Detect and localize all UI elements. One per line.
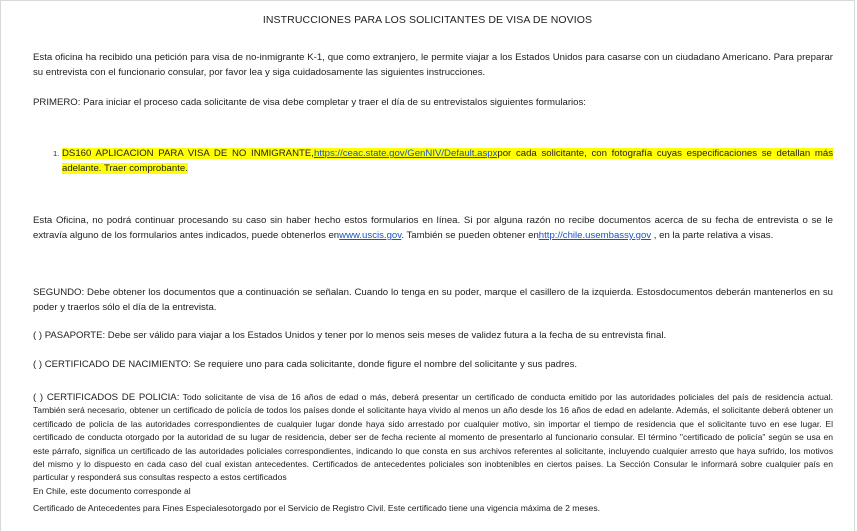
oficina-text-2: . También se pueden obtener en [401,230,539,241]
list-number: 1. [53,149,60,158]
page-title: INSTRUCCIONES PARA LOS SOLICITANTES DE VISA DE NOVIOS [262,14,593,26]
policia-chile-line-2: Certificado de Antecedentes para Fines Especialesotorgado por el Servicio de Registro Civil. Este certificado tiene una vigencia máxima de 2 meses. [33,503,601,514]
oficina-text-1: Esta Oficina, no podrá continuar procesando su caso sin haber hecho estos formularios en línea. Si por alguna razón no recibe documentos acerca de su fecha de entrevista o se le extravía alguno de los formularios antes indicados, puede obtenerlos en [33,215,833,241]
ds160-label: DS160 APLICACION PARA VISA DE NO INMIGRANTE, [62,148,314,159]
policia-body: Todo solicitante de visa de 16 años de edad o más, deberá presentar un certificado de conducta emitido por las autoridades policiales del país de residencia actual. También será necesario, obtener un certificado de policía de todos los países donde el solicitante haya vivido al menos un año desde los 16 años de edad en adelante. Además, el solicitante deberá obtener un certificado de policía de las autoridades correspondientes de cualquier lugar donde haya sido arrestado por cualquier motivo, sin importar el tiempo de residencia que el solicitante tuvo en ese lugar. El certificado de conducta otorgado por la autoridad de su lugar de residencia, deber ser de fecha reciente al momento de presentarlo al funcionario consular. El término "certificado de policía" según se usa en este párrafo, significa un certificado de las autoridades policiales correspondientes, indicando lo que consta en sus archivos referentes al solicitante, incluyendo cualquier arresto que haya sufrido, los motivos del mismo y lo dispuesto en cada caso del cual existan antecedentes. Certificados de antecedentes policiales son inobtenibles en ciertos países. La Sección Consular le informará sobre cualquier país en particular y responderá sus consultas respecto a estos certificados [33,392,833,483]
policia-item [33,391,833,516]
uscis-link[interactable]: www.uscis.gov [339,230,402,241]
primero-paragraph: PRIMERO: Para iniciar el proceso cada solicitante de visa debe completar y traer el día de su entrevistalos siguientes formularios: [33,97,586,108]
nacimiento-item: ( ) CERTIFICADO DE NACIMIENTO: Se requiere uno para cada solicitante, donde figure el nombre del solicitante y sus padres. [33,359,578,370]
oficina-text-3: , en la parte relativa a visas. [651,230,774,241]
ds160-rest: por cada solicitante, con fotografía cuyas especificaciones se detallan más adelante. Traer comprobante. [62,148,833,174]
pasaporte-item: ( ) PASAPORTE: Debe ser válido para viajar a los Estados Unidos y tener por lo menos seis meses de validez futura a la fecha de su entrevista final. [33,330,667,341]
policia-chile-line-1: En Chile, este documento corresponde al [33,485,191,496]
oficina-paragraph [33,213,833,243]
usembassy-link[interactable]: http://chile.usembassy.gov [538,230,652,241]
intro-paragraph: Esta oficina ha recibido una petición para visa de no-inmigrante K-1, que como extranjero, le permite viajar a los Estados Unidos para casarse con un ciudadano Americano. Para preparar su entrevista con el funcionario consular, por favor lea y siga cuidadosamente las siguientes instrucciones. [33,52,833,78]
policia-lead: ( ) CERTIFICADOS DE POLICIA: [33,392,180,403]
ds160-link[interactable]: https://ceac.state.gov/GenNIV/Default.aspx [313,148,498,159]
list-item-ds160 [53,146,833,176]
segundo-paragraph: SEGUNDO: Debe obtener los documentos que a continuación se señalan. Cuando lo tenga en su poder, marque el casillero de la izquierda. Estosdocumentos deberán mantenerlos en su poder y traerlos sólo el día de la entrevista. [33,287,833,313]
